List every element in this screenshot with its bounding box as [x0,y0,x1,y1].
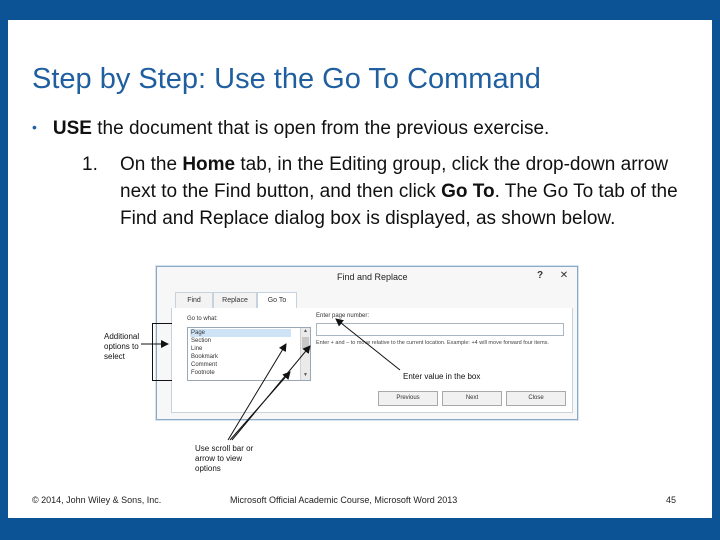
bullet-dot-icon: • [32,119,37,135]
list-item-comment[interactable]: Comment [191,362,218,368]
question-icon[interactable]: ? [537,270,544,281]
list-item-bookmark[interactable]: Bookmark [191,354,219,360]
footer-page-number: 45 [666,495,677,505]
tab-go-to[interactable]: Go To [257,292,297,309]
close-icon[interactable]: ✕ [559,270,569,281]
list-item-line[interactable]: Line [191,346,203,352]
footer-copyright: © 2014, John Wiley & Sons, Inc. [32,495,162,505]
step-text-b: tab, in the Editing group, click the drop-down arrow next to the Find button, and then click [120,154,669,202]
list-item-page[interactable]: Page [190,329,291,337]
previous-button[interactable]: Previous [378,391,438,406]
annotation-additional-options: Additional options to select [104,332,140,361]
close-button[interactable]: Close [506,391,566,406]
enter-value-arrow [336,319,400,370]
tab-find[interactable]: Find [175,292,213,308]
go-to-what-label: Go to what: [187,316,218,322]
step-text-c: . The Go To tab of the Find and Replace dialog box is displayed, as shown below. [120,181,678,229]
scroll-bar-arrow [232,346,310,440]
page-number-label: Enter page number: [316,313,370,319]
step-bold-home: Home [182,154,236,175]
annotation-enter-value: Enter value in the box [403,372,481,381]
list-item-section[interactable]: Section [191,338,212,344]
next-button[interactable]: Next [442,391,502,406]
tab-replace[interactable]: Replace [213,292,257,308]
scroll-down-icon[interactable]: ▼ [303,372,308,378]
scroll-up-icon[interactable]: ▲ [303,328,308,334]
step-number: 1. [82,154,98,175]
bullet-bold: USE [52,118,92,139]
step-text-a: On the [120,154,183,175]
help-text: Enter + and – to move relative to the current location. Example: +4 will move forward four items. [316,340,549,346]
slide-title: Step by Step: Use the Go To Command [32,63,541,95]
footer-course: Microsoft Official Academic Course, Microsoft Word 2013 [230,495,458,505]
annotation-scroll-bar: Use scroll bar or arrow to view options [195,444,254,473]
list-item-footnote[interactable]: Footnote [191,370,215,376]
scroll-up-arrow [228,344,286,440]
dialog-title: Find and Replace [337,272,408,282]
bullet-text: the document that is open from the previous exercise. [91,118,550,139]
step-bold-goto: Go To [441,181,495,202]
